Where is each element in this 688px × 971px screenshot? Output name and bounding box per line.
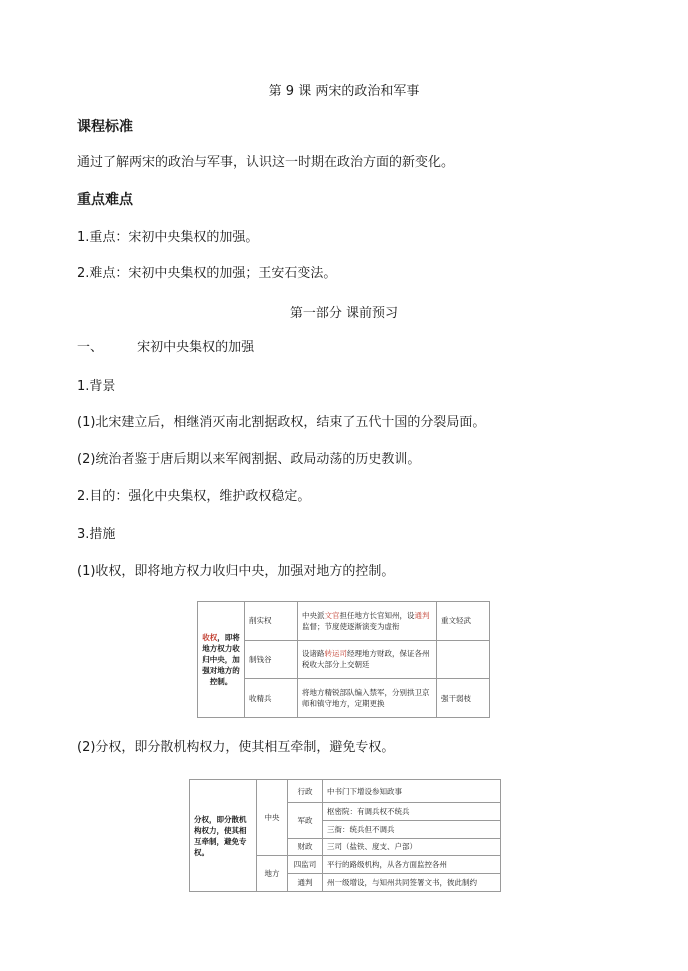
measures-heading: 3.措施 xyxy=(77,527,116,542)
table1-row-note xyxy=(437,640,490,679)
zhongdian-item-2: 2.难点：宋初中央集权的加强；王安石变法。 xyxy=(77,266,337,281)
table2-row-name: 财政 xyxy=(288,838,323,856)
table2-row-name: 行政 xyxy=(288,780,323,803)
shouquan-label: 收权，即将地方权力收归中央，加强对地方的控制。 xyxy=(198,602,245,718)
shouquan-table xyxy=(197,601,490,718)
table1-row-desc: 将地方精锐部队编入禁军，分别拱卫京师和镇守地方，定期更换 xyxy=(298,679,437,718)
table2-row-desc: 平行的路级机构，从各方面监控各州 xyxy=(323,856,501,874)
table2-row-desc: 三司（盐铁、度支、户部） xyxy=(323,838,501,856)
part-heading: 第一部分 课前预习 xyxy=(289,306,399,321)
sec1-heading xyxy=(77,339,254,357)
table1-row-name: 收精兵 xyxy=(245,679,298,718)
fenquan-label: 分权，即分散机构权力，使其相互牵制，避免专权。 xyxy=(190,780,257,892)
table2-row-desc: 枢密院：有调兵权不统兵 xyxy=(323,803,501,821)
table2-row-desc: 中书门下增设参知政事 xyxy=(323,780,501,803)
zhongdian-item-1: 1.重点：宋初中央集权的加强。 xyxy=(77,230,259,245)
central-label: 中央 xyxy=(257,780,288,856)
kecheng-text: 通过了解两宋的政治与军事，认识这一时期在政治方面的新变化。 xyxy=(77,155,455,170)
background-item-2: (2)统治者鉴于唐后期以来军阀割据、政局动荡的历史教训。 xyxy=(77,452,421,467)
measure-1: (1)收权，即将地方权力收归中央，加强对地方的控制。 xyxy=(77,564,395,579)
local-label: 地方 xyxy=(257,856,288,892)
table2-row-desc: 三衙：统兵但不调兵 xyxy=(323,820,501,838)
table1-row-desc: 中央派文官担任地方长官知州，设通判监督；节度使逐渐演变为虚衔 xyxy=(298,602,437,641)
table2-row-desc: 州一级增设，与知州共同签署文书，彼此制约 xyxy=(323,874,501,892)
section-heading-kecheng: 课程标准 xyxy=(77,119,133,135)
page-title: 第 9 课 两宋的政治和军事 xyxy=(268,84,420,99)
sec1-number: 一、 xyxy=(77,340,104,355)
table1-row-name: 削实权 xyxy=(245,602,298,641)
table2-row-name: 四监司 xyxy=(288,856,323,874)
section-heading-zhongdian: 重点难点 xyxy=(77,192,133,208)
table2-row-name: 军政 xyxy=(288,803,323,839)
background-item-1: (1)北宋建立后，相继消灭南北割据政权，结束了五代十国的分裂局面。 xyxy=(77,415,486,430)
sec1-title: 宋初中央集权的加强 xyxy=(137,340,255,355)
table1-row-note: 强干弱枝 xyxy=(437,679,490,718)
table1-row-desc: 设诸路转运司经理地方财政，保证各州税收大部分上交朝廷 xyxy=(298,640,437,679)
measure-2: (2)分权，即分散机构权力，使其相互牵制，避免专权。 xyxy=(77,740,395,755)
table1-row-name: 制钱谷 xyxy=(245,640,298,679)
background-heading: 1.背景 xyxy=(77,379,116,394)
table1-row-note: 重文轻武 xyxy=(437,602,490,641)
purpose-text: 2.目的：强化中央集权，维护政权稳定。 xyxy=(77,489,311,504)
table2-row-name: 通判 xyxy=(288,874,323,892)
fenquan-table xyxy=(189,779,501,892)
